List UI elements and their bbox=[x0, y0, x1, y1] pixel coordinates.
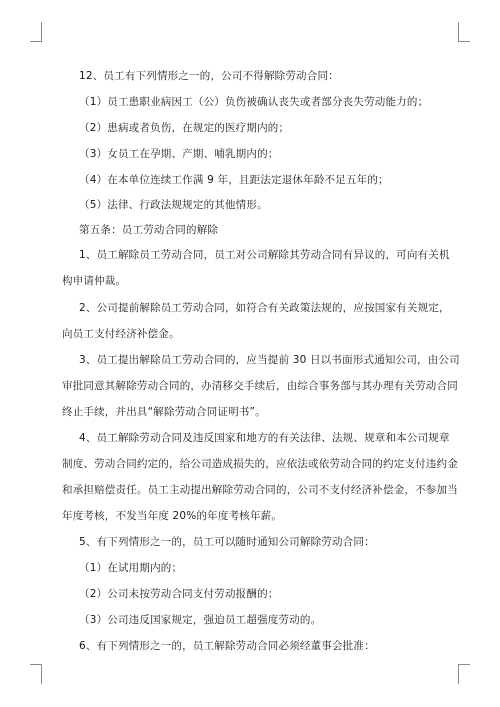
article-12-heading: 12、员工有下列情形之一的，公司不得解除劳动合同： bbox=[79, 70, 339, 82]
clause-item: （3）公司违反国家规定，强迫员工超强度劳动的。 bbox=[79, 614, 322, 626]
paragraph-line: 向员工支付经济补偿金。 bbox=[62, 328, 180, 340]
clause-item: （1）在试用期内的； bbox=[79, 562, 183, 574]
paragraph-line: 终止手续，并出具“解除劳动合同证明书”。 bbox=[62, 406, 266, 418]
paragraph-line: 审批同意其解除劳动合同的，办清移交手续后，由综合事务部与其办理有关劳动合同 bbox=[62, 380, 458, 392]
paragraph-line: 6、有下列情形之一的，员工解除劳动合同必须经董事会批准： bbox=[79, 640, 375, 652]
paragraph-line: 4、员工解除劳动合同及违反国家和地方的有关法律、法规、规章和本公司规章 bbox=[79, 432, 450, 444]
clause-item: （2）公司未按劳动合同支付劳动报酬的； bbox=[79, 588, 279, 600]
paragraph-line: 5、有下列情形之一的，员工可以随时通知公司解除劳动合同： bbox=[79, 536, 375, 548]
paragraph-line: 年度考核，不发当年度 20%的年度考核年薪。 bbox=[62, 510, 283, 522]
paragraph-line: 和承担赔偿责任。员工主动提出解除劳动合同的，公司不支付经济补偿金，不参加当 bbox=[62, 484, 458, 496]
paragraph-line: 构申请仲裁。 bbox=[62, 275, 127, 287]
clause-item: （4）在本单位连续工作满 9 年，且距法定退休年龄不足五年的； bbox=[79, 174, 389, 186]
paragraph-line: 3、员工提出解除员工劳动合同的，应当提前 30 日以书面形式通知公司，由公司 bbox=[79, 354, 460, 366]
clause-item: （2）患病或者负伤，在规定的医疗期内的； bbox=[79, 122, 290, 134]
paragraph-line: 2、公司提前解除员工劳动合同，如符合有关政策法规的，应按国家有关规定， bbox=[79, 302, 450, 314]
clause-item: （5）法律、行政法规规定的其他情形。 bbox=[79, 199, 268, 211]
paragraph-line: 制度、劳动合同约定的，给公司造成损失的，应依法或依劳动合同的约定支付违约金 bbox=[62, 458, 458, 470]
clause-item: （3）女员工在孕期、产期、哺乳期内的； bbox=[79, 148, 279, 160]
paragraph-line: 1、员工解除员工劳动合同，员工对公司解除其劳动合同有异议的，可向有关机 bbox=[79, 249, 450, 261]
clause-item: （1）员工患职业病因工（公）负伤被确认丧失或者部分丧失劳动能力的； bbox=[79, 96, 429, 108]
section-heading: 第五条：员工劳动合同的解除 bbox=[79, 224, 219, 236]
